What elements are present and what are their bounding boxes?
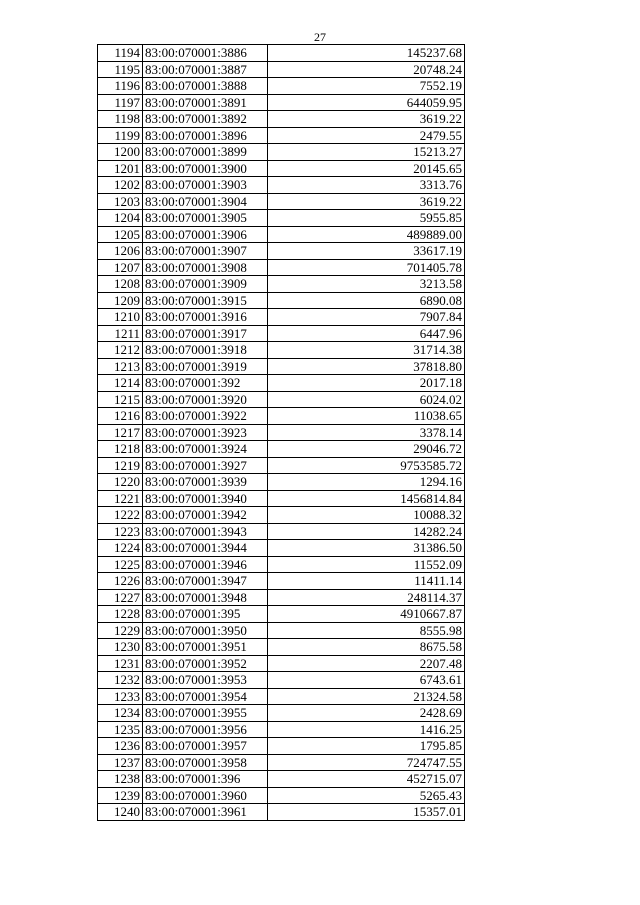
table-row: [98, 507, 465, 524]
cadastral-number-cell: 83:00:070001:3891: [143, 94, 268, 111]
cadastral-number-cell: 83:00:070001:3888: [143, 78, 268, 95]
row-number-cell: 1206: [98, 243, 143, 260]
value-cell: 11552.09: [268, 556, 465, 573]
value-cell: 1416.25: [268, 721, 465, 738]
row-number-cell: 1237: [98, 754, 143, 771]
cadastral-number-cell: 83:00:070001:392: [143, 375, 268, 392]
table-row: [98, 193, 465, 210]
value-cell: 9753585.72: [268, 457, 465, 474]
table-row: [98, 556, 465, 573]
cadastral-number-cell: 83:00:070001:3916: [143, 309, 268, 326]
cadastral-number-cell: 83:00:070001:3904: [143, 193, 268, 210]
cadastral-number-cell: 83:00:070001:3896: [143, 127, 268, 144]
row-number-cell: 1204: [98, 210, 143, 227]
cadastral-number-cell: 83:00:070001:3908: [143, 259, 268, 276]
value-cell: 2017.18: [268, 375, 465, 392]
value-cell: 3619.22: [268, 193, 465, 210]
cadastral-number-cell: 83:00:070001:3954: [143, 688, 268, 705]
cadastral-number-cell: 83:00:070001:3920: [143, 391, 268, 408]
table-row: [98, 523, 465, 540]
table-row: [98, 391, 465, 408]
value-cell: 644059.95: [268, 94, 465, 111]
value-cell: 6024.02: [268, 391, 465, 408]
row-number-cell: 1213: [98, 358, 143, 375]
row-number-cell: 1196: [98, 78, 143, 95]
value-cell: 701405.78: [268, 259, 465, 276]
row-number-cell: 1233: [98, 688, 143, 705]
cadastral-number-cell: 83:00:070001:3956: [143, 721, 268, 738]
row-number-cell: 1216: [98, 408, 143, 425]
cadastral-number-cell: 83:00:070001:3886: [143, 45, 268, 62]
row-number-cell: 1222: [98, 507, 143, 524]
value-cell: 8555.98: [268, 622, 465, 639]
row-number-cell: 1200: [98, 144, 143, 161]
table-row: [98, 655, 465, 672]
row-number-cell: 1198: [98, 111, 143, 128]
value-cell: 5955.85: [268, 210, 465, 227]
row-number-cell: 1208: [98, 276, 143, 293]
cadastral-number-cell: 83:00:070001:3950: [143, 622, 268, 639]
row-number-cell: 1226: [98, 573, 143, 590]
cadastral-number-cell: 83:00:070001:3960: [143, 787, 268, 804]
cadastral-number-cell: 83:00:070001:3943: [143, 523, 268, 540]
value-cell: 1456814.84: [268, 490, 465, 507]
table-row: [98, 325, 465, 342]
table-row: [98, 45, 465, 62]
table-body: [98, 45, 465, 821]
value-cell: 3213.58: [268, 276, 465, 293]
table-row: [98, 292, 465, 309]
table-row: [98, 342, 465, 359]
cadastral-number-cell: 83:00:070001:3958: [143, 754, 268, 771]
table-row: [98, 61, 465, 78]
row-number-cell: 1230: [98, 639, 143, 656]
row-number-cell: 1225: [98, 556, 143, 573]
cadastral-number-cell: 83:00:070001:3939: [143, 474, 268, 491]
row-number-cell: 1227: [98, 589, 143, 606]
cadastral-number-cell: 83:00:070001:3887: [143, 61, 268, 78]
table-row: [98, 243, 465, 260]
table-row: [98, 804, 465, 821]
value-cell: 14282.24: [268, 523, 465, 540]
value-cell: 724747.55: [268, 754, 465, 771]
cadastral-number-cell: 83:00:070001:3952: [143, 655, 268, 672]
value-cell: 145237.68: [268, 45, 465, 62]
cadastral-number-cell: 83:00:070001:396: [143, 771, 268, 788]
value-cell: 15213.27: [268, 144, 465, 161]
cadastral-number-cell: 83:00:070001:3899: [143, 144, 268, 161]
value-cell: 3619.22: [268, 111, 465, 128]
cadastral-number-cell: 83:00:070001:3903: [143, 177, 268, 194]
table-row: [98, 639, 465, 656]
cadastral-number-cell: 83:00:070001:3922: [143, 408, 268, 425]
row-number-cell: 1229: [98, 622, 143, 639]
value-cell: 6743.61: [268, 672, 465, 689]
row-number-cell: 1220: [98, 474, 143, 491]
value-cell: 21324.58: [268, 688, 465, 705]
table-row: [98, 721, 465, 738]
value-cell: 37818.80: [268, 358, 465, 375]
value-cell: 4910667.87: [268, 606, 465, 623]
cadastral-number-cell: 83:00:070001:3957: [143, 738, 268, 755]
value-cell: 3378.14: [268, 424, 465, 441]
cadastral-number-cell: 83:00:070001:3951: [143, 639, 268, 656]
value-cell: 31714.38: [268, 342, 465, 359]
cadastral-number-cell: 83:00:070001:3918: [143, 342, 268, 359]
cadastral-number-cell: 83:00:070001:3923: [143, 424, 268, 441]
row-number-cell: 1205: [98, 226, 143, 243]
table-row: [98, 606, 465, 623]
row-number-cell: 1202: [98, 177, 143, 194]
row-number-cell: 1215: [98, 391, 143, 408]
cadastral-number-cell: 83:00:070001:3927: [143, 457, 268, 474]
table-row: [98, 573, 465, 590]
row-number-cell: 1197: [98, 94, 143, 111]
value-cell: 6890.08: [268, 292, 465, 309]
cadastral-number-cell: 83:00:070001:3917: [143, 325, 268, 342]
row-number-cell: 1223: [98, 523, 143, 540]
table-row: [98, 540, 465, 557]
value-cell: 2479.55: [268, 127, 465, 144]
table-row: [98, 490, 465, 507]
table-row: [98, 408, 465, 425]
row-number-cell: 1217: [98, 424, 143, 441]
value-cell: 20748.24: [268, 61, 465, 78]
value-cell: 2428.69: [268, 705, 465, 722]
value-cell: 452715.07: [268, 771, 465, 788]
value-cell: 33617.19: [268, 243, 465, 260]
cadastral-number-cell: 83:00:070001:3907: [143, 243, 268, 260]
value-cell: 29046.72: [268, 441, 465, 458]
row-number-cell: 1219: [98, 457, 143, 474]
value-cell: 8675.58: [268, 639, 465, 656]
table-row: [98, 276, 465, 293]
value-cell: 489889.00: [268, 226, 465, 243]
row-number-cell: 1234: [98, 705, 143, 722]
table-row: [98, 754, 465, 771]
cadastral-number-cell: 83:00:070001:3892: [143, 111, 268, 128]
row-number-cell: 1201: [98, 160, 143, 177]
row-number-cell: 1218: [98, 441, 143, 458]
table-row: [98, 226, 465, 243]
cadastre-table: [97, 44, 465, 821]
row-number-cell: 1238: [98, 771, 143, 788]
cadastral-number-cell: 83:00:070001:3919: [143, 358, 268, 375]
table-row: [98, 787, 465, 804]
value-cell: 10088.32: [268, 507, 465, 524]
table-row: [98, 672, 465, 689]
row-number-cell: 1210: [98, 309, 143, 326]
cadastral-number-cell: 83:00:070001:3944: [143, 540, 268, 557]
table-row: [98, 309, 465, 326]
row-number-cell: 1195: [98, 61, 143, 78]
cadastral-number-cell: 83:00:070001:395: [143, 606, 268, 623]
table-row: [98, 705, 465, 722]
row-number-cell: 1209: [98, 292, 143, 309]
row-number-cell: 1231: [98, 655, 143, 672]
table-row: [98, 424, 465, 441]
row-number-cell: 1236: [98, 738, 143, 755]
cadastral-number-cell: 83:00:070001:3961: [143, 804, 268, 821]
row-number-cell: 1207: [98, 259, 143, 276]
cadastral-number-cell: 83:00:070001:3947: [143, 573, 268, 590]
table-row: [98, 78, 465, 95]
value-cell: 20145.65: [268, 160, 465, 177]
value-cell: 7552.19: [268, 78, 465, 95]
value-cell: 11038.65: [268, 408, 465, 425]
table-row: [98, 259, 465, 276]
table-row: [98, 358, 465, 375]
table-row: [98, 441, 465, 458]
cadastral-number-cell: 83:00:070001:3948: [143, 589, 268, 606]
cadastral-number-cell: 83:00:070001:3953: [143, 672, 268, 689]
cadastral-number-cell: 83:00:070001:3906: [143, 226, 268, 243]
table-row: [98, 375, 465, 392]
cadastral-number-cell: 83:00:070001:3909: [143, 276, 268, 293]
value-cell: 248114.37: [268, 589, 465, 606]
value-cell: 6447.96: [268, 325, 465, 342]
cadastral-number-cell: 83:00:070001:3940: [143, 490, 268, 507]
cadastral-number-cell: 83:00:070001:3924: [143, 441, 268, 458]
row-number-cell: 1214: [98, 375, 143, 392]
cadastral-number-cell: 83:00:070001:3915: [143, 292, 268, 309]
value-cell: 5265.43: [268, 787, 465, 804]
cadastral-number-cell: 83:00:070001:3905: [143, 210, 268, 227]
row-number-cell: 1239: [98, 787, 143, 804]
row-number-cell: 1194: [98, 45, 143, 62]
cadastral-number-cell: 83:00:070001:3900: [143, 160, 268, 177]
page-number: 27: [314, 30, 326, 44]
row-number-cell: 1240: [98, 804, 143, 821]
table-row: [98, 127, 465, 144]
table-row: [98, 160, 465, 177]
row-number-cell: 1199: [98, 127, 143, 144]
cadastral-number-cell: 83:00:070001:3946: [143, 556, 268, 573]
value-cell: 7907.84: [268, 309, 465, 326]
row-number-cell: 1212: [98, 342, 143, 359]
row-number-cell: 1224: [98, 540, 143, 557]
table-row: [98, 738, 465, 755]
table-row: [98, 474, 465, 491]
row-number-cell: 1203: [98, 193, 143, 210]
table-row: [98, 771, 465, 788]
table-row: [98, 457, 465, 474]
value-cell: 1294.16: [268, 474, 465, 491]
table-row: [98, 94, 465, 111]
value-cell: 3313.76: [268, 177, 465, 194]
value-cell: 11411.14: [268, 573, 465, 590]
table-row: [98, 144, 465, 161]
row-number-cell: 1221: [98, 490, 143, 507]
table-row: [98, 210, 465, 227]
row-number-cell: 1232: [98, 672, 143, 689]
value-cell: 2207.48: [268, 655, 465, 672]
row-number-cell: 1228: [98, 606, 143, 623]
value-cell: 1795.85: [268, 738, 465, 755]
row-number-cell: 1211: [98, 325, 143, 342]
table-row: [98, 177, 465, 194]
cadastral-number-cell: 83:00:070001:3955: [143, 705, 268, 722]
table-row: [98, 622, 465, 639]
table-row: [98, 589, 465, 606]
cadastral-number-cell: 83:00:070001:3942: [143, 507, 268, 524]
row-number-cell: 1235: [98, 721, 143, 738]
value-cell: 31386.50: [268, 540, 465, 557]
table-row: [98, 688, 465, 705]
value-cell: 15357.01: [268, 804, 465, 821]
table-row: [98, 111, 465, 128]
